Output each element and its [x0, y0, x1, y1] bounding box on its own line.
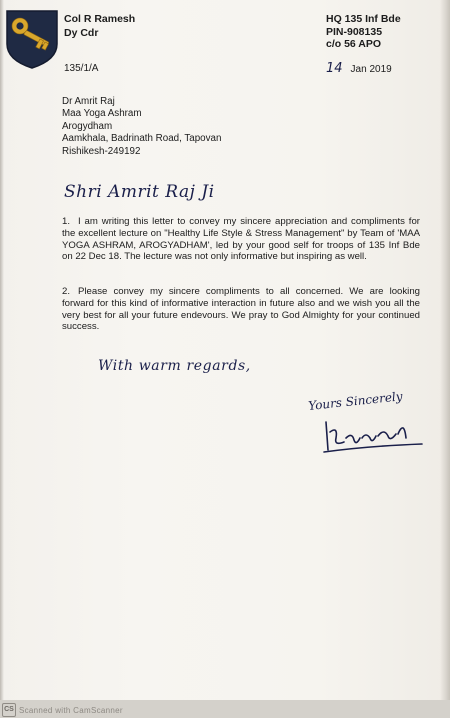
paragraph-1-number: 1.	[62, 216, 71, 227]
sender-block	[64, 13, 135, 40]
recipient-name: Dr Amrit Raj	[62, 96, 115, 107]
sender-name: Col R Ramesh	[64, 13, 136, 25]
unit-block	[326, 13, 401, 51]
camscanner-icon: CS	[2, 703, 16, 717]
scanner-watermark	[2, 703, 123, 717]
recipient-address-line: Aamkhala, Badrinath Road, Tapovan	[62, 133, 222, 145]
reference-number: 135/1/A	[64, 63, 99, 74]
brigade-crest-icon	[4, 8, 60, 70]
date-month-year: Jan 2019	[350, 64, 392, 75]
sender-title: Dy Cdr	[64, 26, 99, 39]
recipient-city-pin: Rishikesh-249192	[62, 145, 141, 157]
paragraph-2-number: 2.	[62, 286, 71, 297]
svg-text:With warm regards,: With warm regards,	[98, 358, 251, 374]
svg-text:Shri Amrit Raj Ji: Shri Amrit Raj Ji	[64, 182, 215, 202]
page-left-shadow	[0, 0, 4, 700]
signature-icon	[318, 416, 428, 456]
scanner-text: Scanned with CamScanner	[19, 705, 123, 715]
recipient-place: Arogydham	[62, 120, 113, 132]
paragraph-1-text: I am writing this letter to convey my sincere appreciation and compliments for the excellent lecture on "Healthy Life Style & Stress Management" by Team of 'MAA YOGA ASHRAM, AROGYADHAM', led by your good self for troops of 135 Inf Bde on 22 Dec 18. The lecture was not only informative but inspiring as well.	[62, 216, 420, 263]
unit-name: HQ 135 Inf Bde	[326, 13, 401, 25]
date-day: 14	[326, 61, 343, 76]
recipient-org: Maa Yoga Ashram	[62, 108, 142, 120]
paragraph-2-text: Please convey my sincere compliments to all concerned. We are looking forward for this kind of informative interaction in future also and we wish you all the very best for all your future endevours. We pray to God Almighty for your continued success.	[62, 286, 420, 333]
unit-pin: PIN-908135	[326, 25, 383, 38]
letter-date	[326, 61, 392, 76]
recipient-address	[62, 96, 221, 158]
page-right-edge	[440, 0, 450, 700]
paragraph-1	[62, 216, 420, 263]
unit-apo: c/o 56 APO	[326, 38, 382, 50]
sign-off	[306, 382, 430, 416]
closing-regards	[96, 350, 296, 380]
svg-text:Yours Sincerely: Yours Sincerely	[307, 389, 404, 414]
salutation	[62, 170, 232, 210]
paragraph-2	[62, 286, 420, 333]
